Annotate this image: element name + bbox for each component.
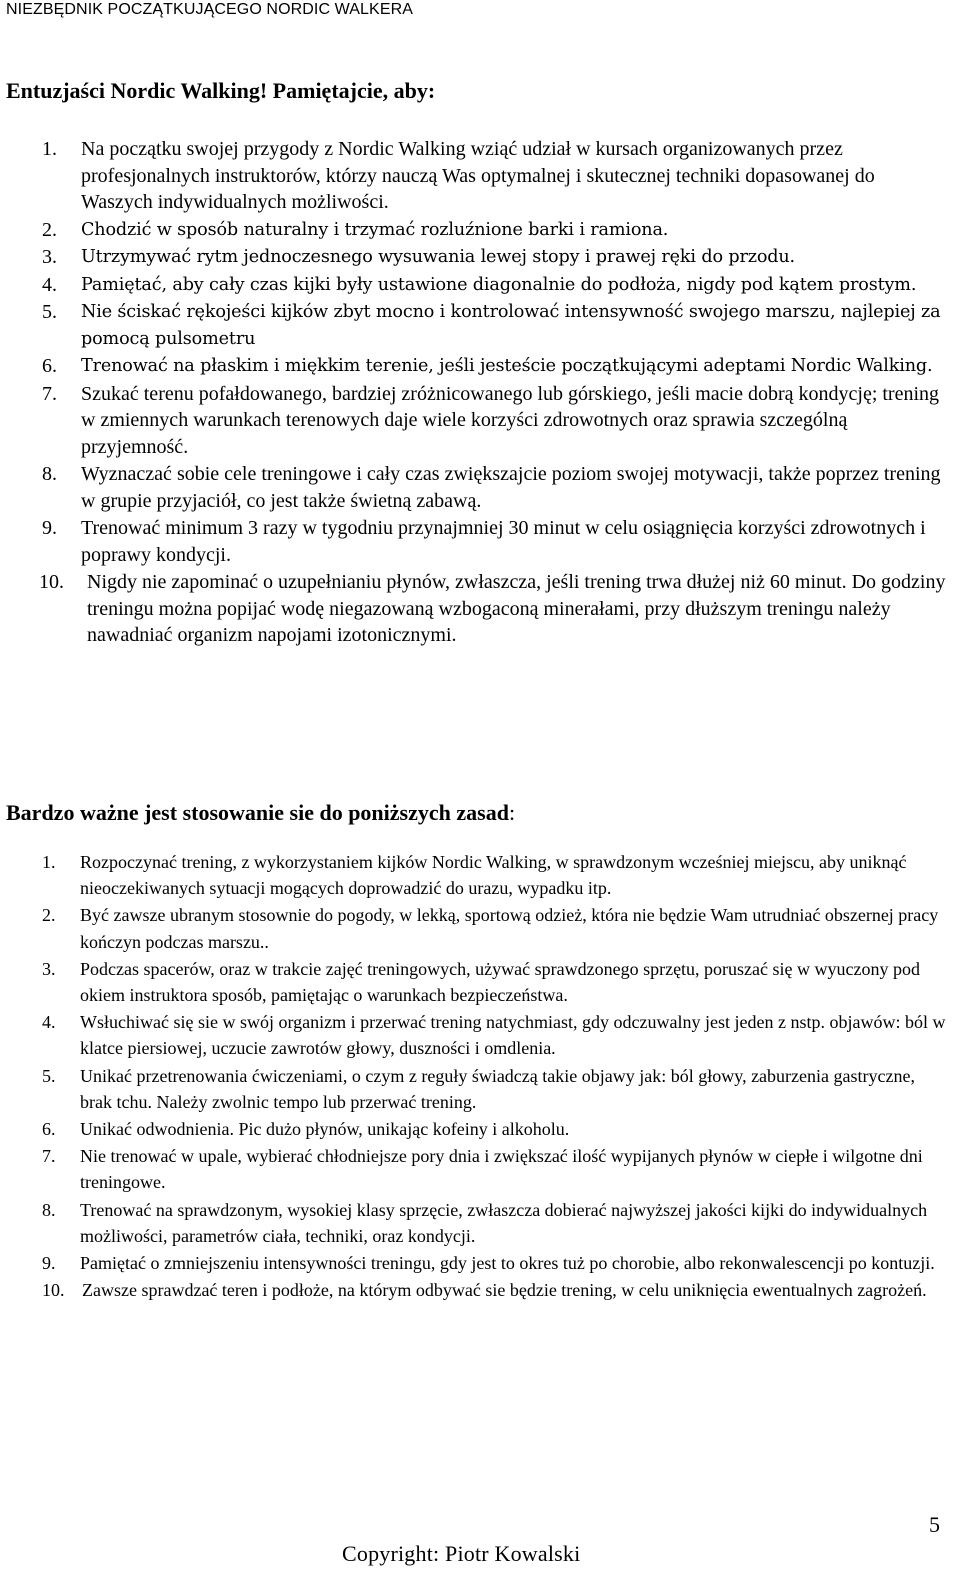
list-item-text: Wyznaczać sobie cele treningowe i cały czas zwiększajcie poziom swojej motywacji, także poprzez trening w grupie przyjaciół, co jest także świetną zabawą. [81, 463, 941, 512]
list-item-text: Nie trenować w upale, wybierać chłodniejsze pory dnia i zwiększać ilość wypijanych płynów w ciepłe i wilgotne dni treningowe. [80, 1146, 923, 1193]
list-item-number: 3. [42, 958, 56, 979]
list-item [42, 1009, 947, 1061]
list-item-number: 2. [42, 905, 56, 926]
list-item-text: Wsłuchiwać się sie w swój organizm i przerwać trening natychmiast, gdy odczuwalny jest jeden z nstp. objawów: ból w klatce piersiowej, uczucie zawrotów głowy, duszności i omdlenia. [80, 1012, 946, 1059]
list-item-text: Unikać przetrenowania ćwiczeniami, o czym z reguły świadczą takie objawy jak: ból głowy, zaburzenia gastryczne, brak tchu. Należy zwolnic tempo lub przerwać trening. [80, 1065, 915, 1112]
list-item-number: 6. [42, 355, 57, 377]
list-item-text: Rozpoczynać trening, z wykorzystaniem kijków Nordic Walking, w sprawdzonym wcześniej miejscu, aby uniknąć nieoczekiwanych sytuacji mogących doprowadzić do urazu, wypadku itp. [80, 852, 907, 899]
list-item-number: 9. [42, 517, 57, 539]
list-item-text: Trenować na sprawdzonym, wysokiej klasy sprzęcie, zwłaszcza dobierać najwyższej jakości kijki do indywidualnych możliwości, parametrów ciała, techniki, oraz kondycji. [80, 1199, 928, 1246]
list-item [42, 1116, 947, 1142]
section-heading-rules-text: Bardzo ważne jest stosowanie sie do poniższych zasad [6, 800, 509, 825]
list-item-text: Podczas spacerów, oraz w trakcie zajęć treningowych, używać sprawdzonego sprzętu, poruszać się w wyuczony pod okiem instruktora sposób, pamiętając o warunkach bezpieczeństwa. [80, 958, 920, 1006]
list-item [42, 461, 947, 514]
list-item-text: Unikać odwodnienia. Pic dużo płynów, unikając kofeiny i alkoholu. [80, 1119, 570, 1140]
list-item [42, 849, 947, 901]
list-item [42, 1143, 947, 1195]
copyright-footer: Copyright: Piotr Kowalski [342, 1541, 581, 1566]
list-item-number: 2. [42, 218, 57, 241]
list-item-text: Trenować minimum 3 razy w tygodniu przynajmniej 30 minut w celu osiągnięcia korzyści zdrowotnych i poprawy kondycji. [81, 517, 926, 566]
section-heading-rules-colon: : [508, 800, 516, 825]
list-item-text: Trenować na płaskim i miękkim terenie, jeśli jesteście początkującymi adeptami Nordic Walking. [81, 356, 933, 376]
list-item-text: Utrzymywać rytm jednoczesnego wysuwania lewej stopy i prawej ręki do przodu. [81, 247, 795, 267]
list-item-number: 7. [42, 1146, 56, 1167]
list-item [42, 244, 947, 271]
list-item-text: Pamiętać o zmniejszeniu intensywności treningu, gdy jest to okres tuż po chorobie, albo rekonwalescencji po kontuzji. [80, 1253, 935, 1274]
list-item-number: 5. [42, 1065, 56, 1086]
section-heading-enthusiasts: Entuzjaści Nordic Walking! Pamiętajcie, aby: [6, 78, 436, 103]
section-heading-rules [6, 800, 515, 826]
list-item [42, 217, 947, 244]
running-header: NIEZBĘDNIK POCZĄTKUJĄCEGO NORDIC WALKERA [6, 1, 414, 18]
list-item [42, 136, 947, 216]
list-item-text: Być zawsze ubranym stosownie do pogody, w lekką, sportową odzież, która nie będzie Wam utrudniać obszernej pracy kończyn podczas marszu.. [80, 905, 939, 952]
list-item [42, 515, 947, 568]
list-item [42, 299, 947, 352]
list-item [42, 381, 947, 461]
list-item [42, 272, 947, 299]
list-item [42, 1197, 947, 1249]
list-item-number: 6. [42, 1119, 56, 1140]
list-item-number: 4. [42, 1012, 56, 1033]
list-item-number: 8. [42, 463, 57, 485]
list-item-text: Szukać terenu pofałdowanego, bardziej zróżnicowanego lub górskiego, jeśli macie dobrą kondycję; trening w zmiennych warunkach terenowych daje wiele korzyści zdrowotnych oraz sprawia szczególną przyjemność. [81, 382, 940, 458]
list-item-number: 10. [39, 571, 64, 593]
list-item [39, 569, 947, 649]
list-item-number: 5. [42, 301, 57, 323]
list-item-text: Nigdy nie zapominać o uzupełnianiu płynów, zwłaszcza, jeśli trening trwa dłużej niż 60 minut. Do godziny treningu można popijać wodę niegazowaną wzbogaconą minerałami, przy dłuższym treningu należy nawadniać organizm napojami izotonicznymi. [87, 571, 946, 646]
list-item-text: Zawsze sprawdzać teren i podłoże, na którym odbywać sie będzie trening, w celu uniknięcia ewentualnych zagrożeń. [82, 1280, 927, 1301]
list-item-number: 4. [42, 273, 57, 296]
list-item [42, 353, 947, 380]
list-item [42, 1277, 947, 1303]
list-item-number: 1. [42, 138, 57, 160]
list-item [42, 1063, 947, 1115]
list-item-text: Pamiętać, aby cały czas kijki były ustawione diagonalnie do podłoża, nigdy pod kątem prostym. [81, 274, 917, 295]
tips-list [39, 136, 947, 650]
list-item [42, 1250, 947, 1276]
list-item-number: 7. [42, 382, 57, 405]
list-item-number: 8. [42, 1199, 56, 1220]
list-item-number: 3. [42, 246, 57, 268]
list-item-text: Chodzić w sposób naturalny i trzymać rozluźnione barki i ramiona. [81, 219, 669, 240]
list-item-number: 1. [42, 852, 56, 872]
page-number: 5 [929, 1512, 940, 1537]
list-item-text: Na początku swojej przygody z Nordic Walking wziąć udział w kursach organizowanych przez profesjonalnych instruktorów, którzy nauczą Was optymalnej i skutecznej techniki dopasowanej do Waszych indywidualnych możliwości. [81, 138, 875, 213]
list-item-number: 10. [42, 1280, 65, 1301]
rules-list [42, 849, 947, 1304]
list-item-text: Nie ściskać rękojeści kijków zbyt mocno i kontrolować intensywność swojego marszu, najlepiej za pomocą pulsometru [81, 302, 941, 349]
list-item-number: 9. [42, 1253, 56, 1274]
list-item [42, 902, 947, 954]
list-item [42, 956, 947, 1008]
